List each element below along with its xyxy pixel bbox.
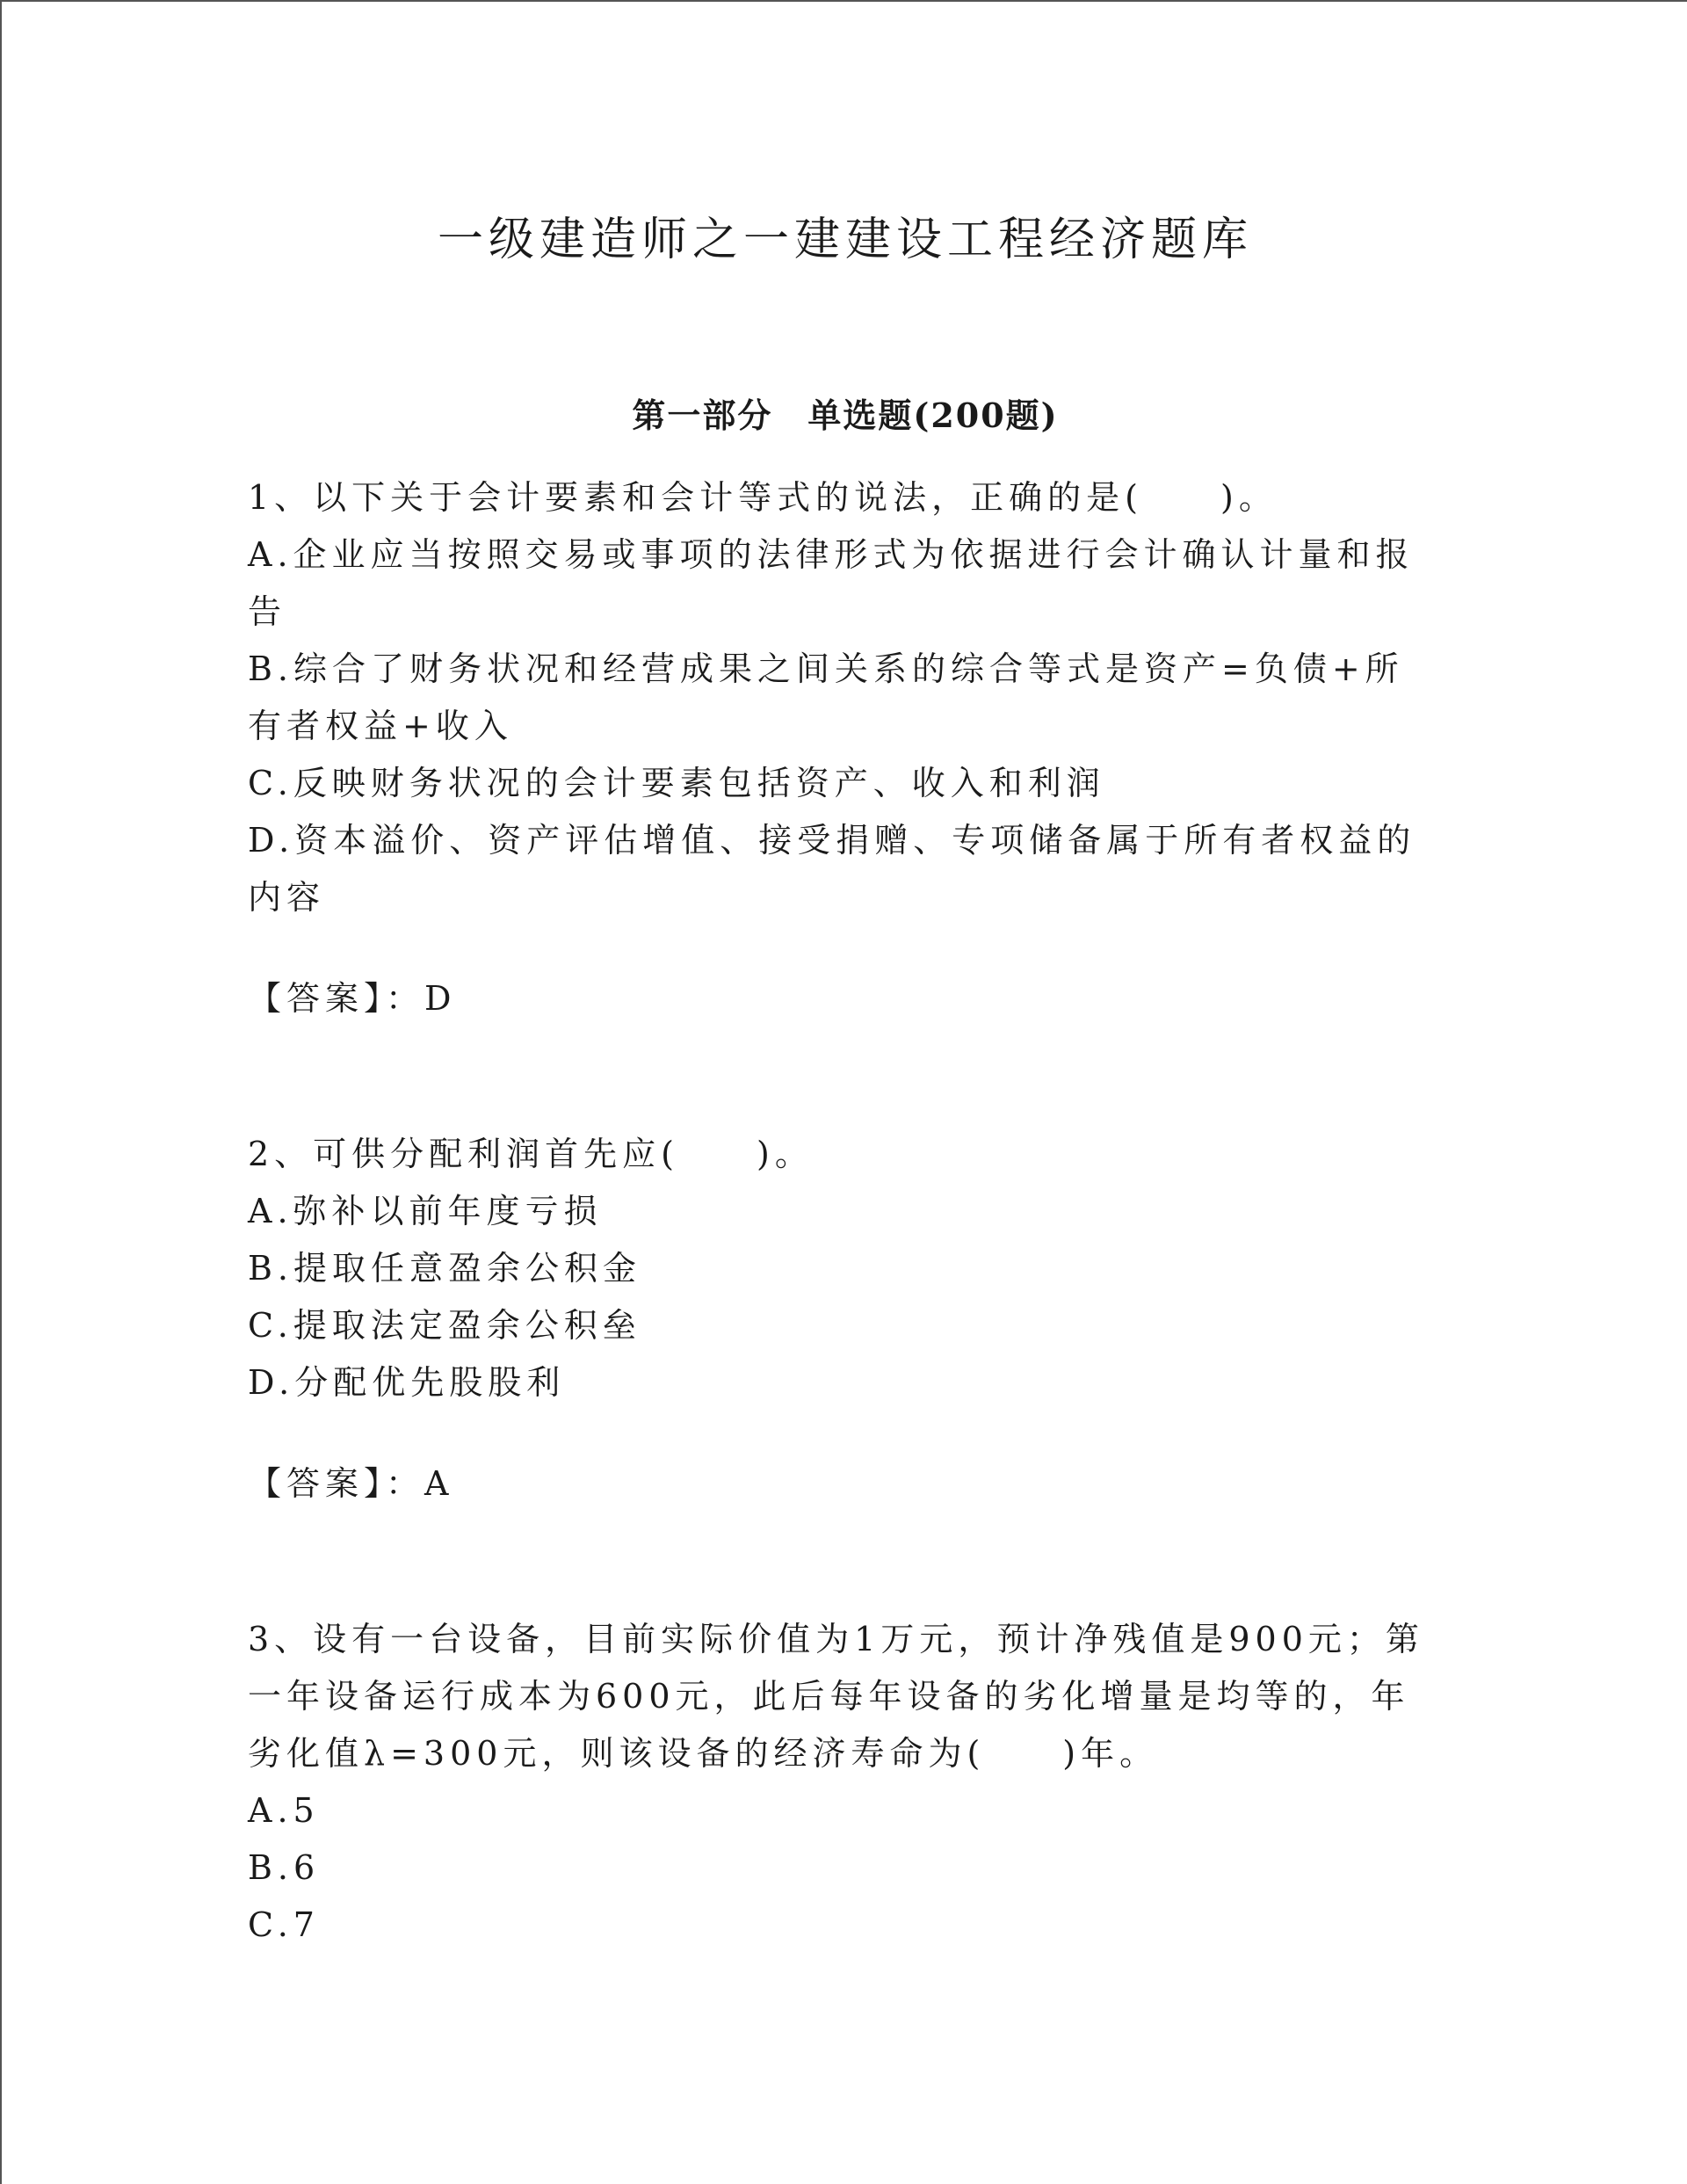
option-c: C.提取法定盈余公积垒 xyxy=(248,1306,641,1345)
question-list xyxy=(248,469,1434,1954)
answer-label: 【答案】：D xyxy=(248,979,457,1018)
option-c: C.7 xyxy=(248,1905,320,1944)
option-a: A.企业应当按照交易或事项的法律形式为依据进行会计确认计量和报告 xyxy=(248,535,1415,631)
question-1 xyxy=(248,469,1434,1027)
option-d: D.分配优先股股利 xyxy=(248,1363,566,1402)
question-2 xyxy=(248,1126,1434,1513)
question-stem: 3、设有一台设备，目前实际价值为1万元，预计净残值是900元；第一年设备运行成本为600元，此后每年设备的劣化增量是均等的，年劣化值λ=300元，则该设备的经济寿命为( )年。 xyxy=(248,1620,1424,1773)
option-a: A.5 xyxy=(248,1791,320,1830)
question-stem: 1、以下关于会计要素和会计等式的说法，正确的是( )。 xyxy=(248,478,1278,517)
document-title: 一级建造师之一建建设工程经济题库 xyxy=(437,214,1253,266)
question-3 xyxy=(248,1611,1434,1954)
section-title: 第一部分 单选题(200题) xyxy=(632,395,1059,435)
answer-label: 【答案】：A xyxy=(248,1464,454,1503)
option-b: B.综合了财务状况和经营成果之间关系的综合等式是资产=负债+所有者权益+收入 xyxy=(248,649,1404,745)
option-d: D.资本溢价、资产评估增值、接受捐赠、专项储备属于所有者权益的内容 xyxy=(248,821,1416,917)
option-b: B.提取任意盈余公积金 xyxy=(248,1249,642,1288)
option-c: C.反映财务状况的会计要素包括资产、收入和利润 xyxy=(248,764,1105,802)
option-a: A.弥补以前年度亏损 xyxy=(248,1192,603,1230)
option-b: B.6 xyxy=(248,1848,321,1887)
question-stem: 2、可供分配利润首先应( )。 xyxy=(248,1135,814,1173)
